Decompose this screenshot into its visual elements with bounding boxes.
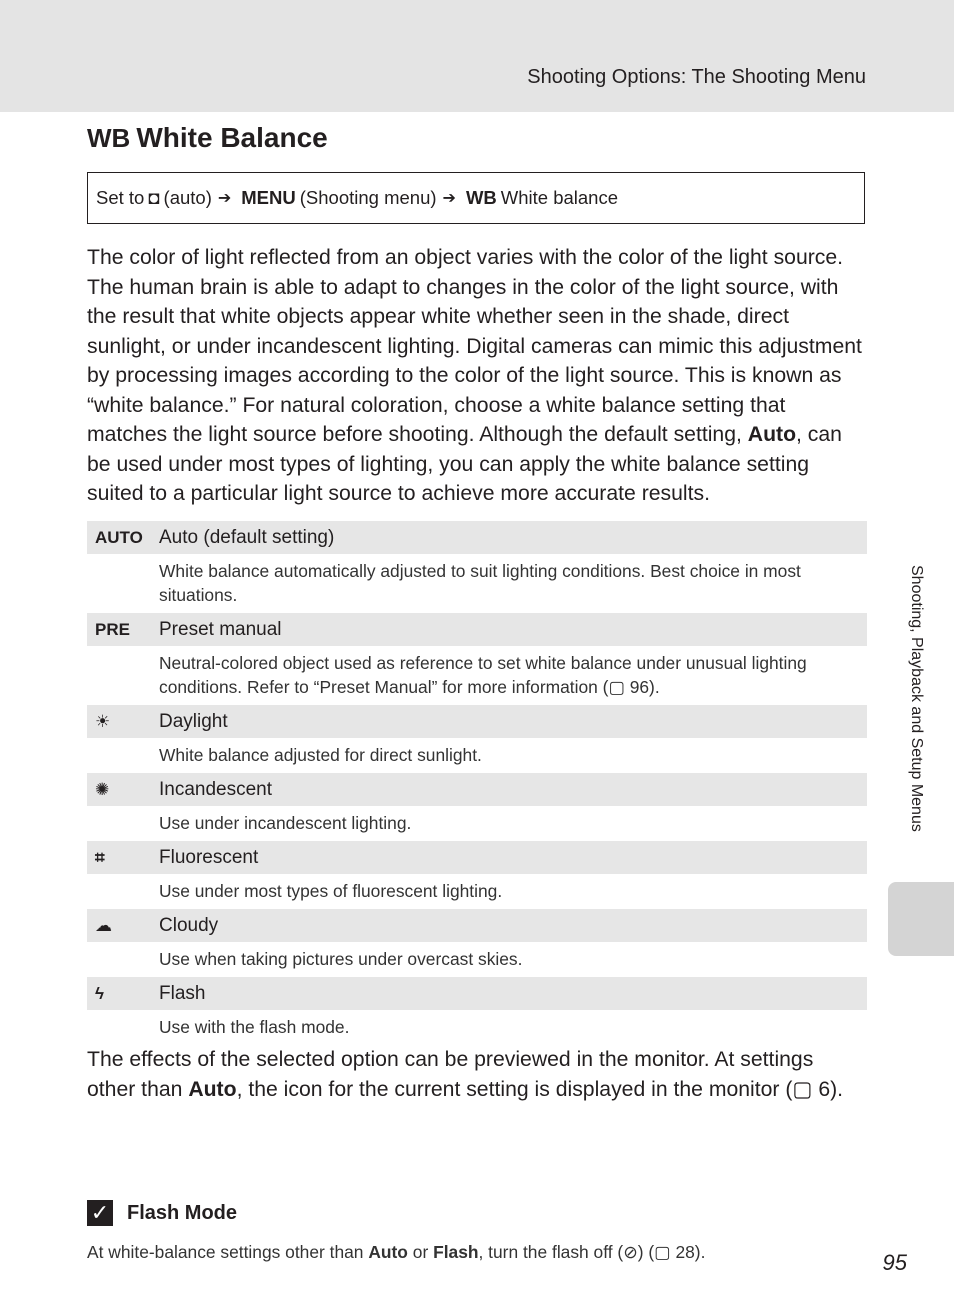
arrow-right-icon: ➔ <box>442 190 456 207</box>
note-text <box>87 1242 705 1263</box>
option-description: Use with the flash mode. <box>159 1017 350 1037</box>
path-menu: (Shooting menu) <box>299 187 437 208</box>
note-bold-auto: Auto <box>368 1242 408 1262</box>
path-prefix: Set to <box>96 187 145 208</box>
option-description: Use under incandescent lighting. <box>159 813 412 833</box>
option-fluorescent <box>87 841 867 874</box>
note-bold-flash: Flash <box>433 1242 479 1262</box>
option-description: White balance adjusted for direct sunlight. <box>159 745 482 765</box>
menu-path-box <box>87 172 865 224</box>
intro-text-1: The color of light reflected from an object varies with the color of the light source. The human brain is able to adapt to changes in the color of the light source, with the result that white objects appear white whether seen in the shade, direct sunlight, or under incandescent lighting. Digital cameras can mimic this adjustment by processing images according to the color of the light source. This is known as “white balance.” For natural coloration, choose a white balance setting that matches the light source before shooting. Although the default setting, <box>87 246 862 446</box>
intro-paragraph <box>87 243 867 509</box>
intro-bold-auto: Auto <box>747 423 797 446</box>
option-auto <box>87 521 867 554</box>
option-label: Incandescent <box>159 778 273 800</box>
note-title: Flash Mode <box>127 1201 238 1224</box>
menu-icon: MENU <box>241 187 296 208</box>
section-title: Shooting Options: The Shooting Menu <box>527 66 866 88</box>
option-description: Neutral-colored object used as reference to set white balance under unusual lighting conditions. Refer to “Preset Manual” for more information (▢ 96). <box>159 653 807 697</box>
cloud-icon: ☁ <box>95 915 112 935</box>
page-title <box>87 122 328 154</box>
camera-icon: ◘ <box>148 187 160 208</box>
side-tab <box>888 882 954 956</box>
outro-text-2: , the icon for the current setting is displayed in the monitor (▢ 6). <box>236 1077 844 1101</box>
outro-paragraph <box>87 1045 867 1104</box>
note-text-2: or <box>412 1242 429 1262</box>
option-incandescent <box>87 773 867 806</box>
option-cloudy <box>87 909 867 942</box>
path-auto: (auto) <box>163 187 212 208</box>
path-white-balance: White balance <box>500 187 618 208</box>
option-label: Daylight <box>159 710 228 732</box>
option-description: Use when taking pictures under overcast skies. <box>159 949 523 969</box>
option-preset-manual <box>87 613 867 646</box>
note-text-1: At white-balance settings other than <box>87 1242 364 1262</box>
header-bar <box>0 0 954 112</box>
option-label: Preset manual <box>159 618 282 640</box>
side-tab-label: Shooting, Playback and Setup Menus <box>908 565 925 832</box>
option-label: Auto (default setting) <box>159 526 335 548</box>
option-description: White balance automatically adjusted to suit lighting conditions. Best choice in most situations. <box>159 561 801 605</box>
page-title-text: White Balance <box>136 122 328 153</box>
auto-icon: AUTO <box>95 527 143 547</box>
sun-icon: ☀ <box>95 711 111 731</box>
option-description: Use under most types of fluorescent lighting. <box>159 881 503 901</box>
option-flash <box>87 977 867 1010</box>
white-balance-icon: WB <box>465 187 497 208</box>
arrow-right-icon: ➔ <box>217 190 232 207</box>
note-heading <box>87 1200 237 1226</box>
option-label: Fluorescent <box>159 846 259 868</box>
fluorescent-icon: ⌗ <box>95 847 105 867</box>
outro-text-1: The effects of the selected option can be previewed in the monitor. At settings other than <box>87 1048 814 1101</box>
outro-bold-auto: Auto <box>188 1077 237 1101</box>
option-label: Flash <box>159 982 206 1004</box>
preset-icon: PRE <box>95 619 130 639</box>
note-text-3: , turn the flash off (⊘) (▢ 28). <box>478 1242 706 1262</box>
option-label: Cloudy <box>159 914 219 936</box>
options-table <box>87 521 867 1045</box>
white-balance-icon: WB <box>87 122 131 153</box>
intro-text-2: , can be used under most types of lighting, you can apply the white balance setting suited to a particular light source to achieve more accurate results. <box>87 423 842 505</box>
checkmark-icon: ✓ <box>87 1200 113 1226</box>
page-number: 95 <box>882 1250 907 1275</box>
flash-icon: ϟ <box>95 983 104 1003</box>
option-daylight <box>87 705 867 738</box>
incandescent-icon: ✺ <box>95 779 110 799</box>
